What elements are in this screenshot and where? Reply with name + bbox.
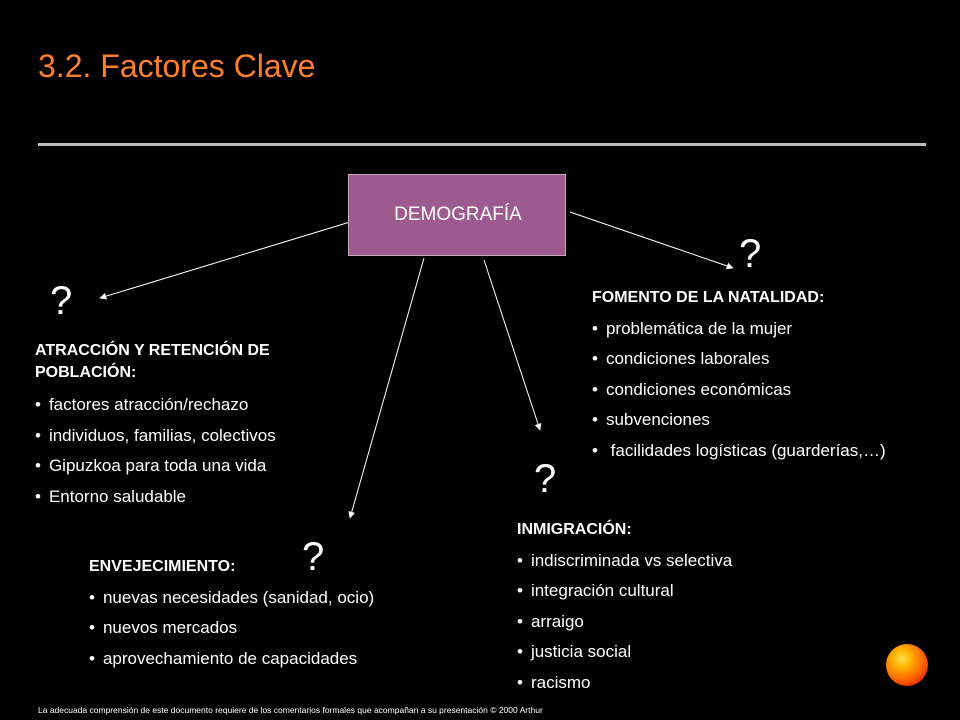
inmigracion-item: • arraigo [517, 607, 817, 638]
demografia-label: DEMOGRAFÍA [394, 204, 522, 225]
envejecimiento-block [89, 552, 469, 674]
inmigracion-item: • indiscriminada vs selectiva [517, 546, 817, 577]
envejecimiento-heading: ENVEJECIMIENTO: [89, 558, 236, 575]
envejecimiento-item: • nuevas necesidades (sanidad, ocio) [89, 583, 469, 614]
question-mark-inmigracion: ? [534, 457, 557, 501]
arrow-to-envejecimiento [350, 258, 424, 518]
natalidad-item: • condiciones económicas [592, 375, 958, 406]
slide-title: 3.2. Factores Clave [38, 48, 316, 84]
question-mark-natalidad: ? [739, 232, 762, 276]
atraccion-item: • factores atracción/rechazo [35, 390, 335, 421]
atraccion-item: • Entorno saludable [35, 482, 335, 513]
arrow-to-inmigracion [484, 260, 540, 430]
arrow-to-natalidad [570, 212, 733, 268]
envejecimiento-item: • nuevos mercados [89, 613, 469, 644]
inmigracion-item: • integración cultural [517, 576, 817, 607]
inmigracion-block [517, 515, 817, 698]
natalidad-block [592, 283, 958, 466]
footer-disclaimer: La adecuada comprensión de este documento requiere de los comentarios formales que acompañan a su presentación © 2000 Arthur [38, 705, 543, 715]
natalidad-heading: FOMENTO DE LA NATALIDAD: [592, 289, 825, 306]
orange-sphere-icon [886, 644, 928, 686]
atraccion-heading: ATRACCIÓN Y RETENCIÓN DE POBLACIÓN: [35, 342, 270, 381]
question-mark-envejecimiento: ? [302, 535, 325, 579]
natalidad-item: • condiciones laborales [592, 344, 958, 375]
inmigracion-item: • justicia social [517, 637, 817, 668]
envejecimiento-item: • aprovechamiento de capacidades [89, 644, 469, 675]
inmigracion-heading: INMIGRACIÓN: [517, 521, 632, 538]
natalidad-item: • problemática de la mujer [592, 314, 958, 345]
atraccion-item: • Gipuzkoa para toda una vida [35, 451, 335, 482]
arrow-to-atraccion [100, 222, 350, 298]
inmigracion-item: • racismo [517, 668, 817, 699]
atraccion-block [35, 340, 335, 512]
natalidad-item: • subvenciones [592, 405, 958, 436]
atraccion-item: • individuos, familias, colectivos [35, 421, 335, 452]
natalidad-item: • facilidades logísticas (guarderías,…) [592, 436, 958, 467]
demografia-box [348, 174, 566, 256]
question-mark-atraccion: ? [50, 279, 73, 323]
